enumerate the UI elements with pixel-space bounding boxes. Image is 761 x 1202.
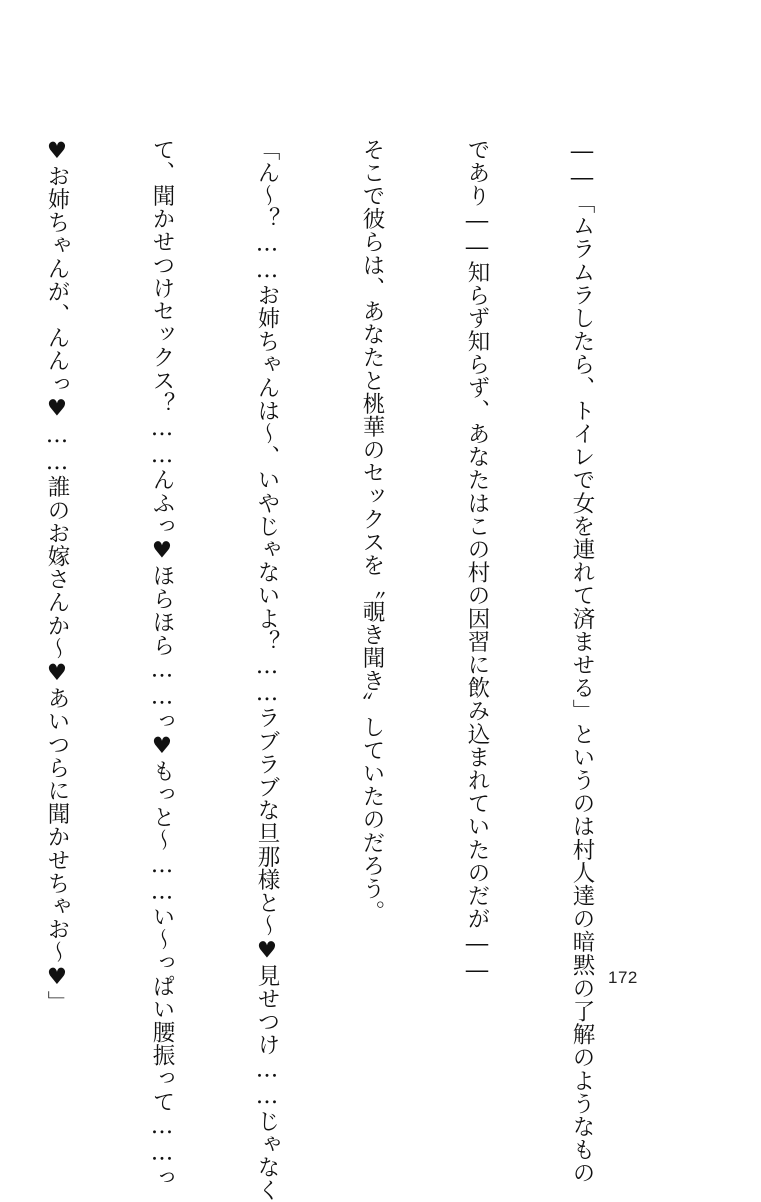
text-line: であり――知らず知らず、あなたはこの村の因習に飲み込まれていたのだが―― — [464, 138, 490, 984]
text-line: ♥お姉ちゃんが、んんっ♥……誰のお嫁さんか～♥あいつらに聞かせちゃお～♥」 — [44, 138, 70, 1014]
text-line: ――「ムラムラしたら、トイレで女を連れて済ませる」というのは村人達の暗黙の了解のようなもの — [569, 138, 595, 1185]
text-line: 「ん～？……お姉ちゃんは～、いやじゃないよ？……ラブラブな旦那様と～♥見せつけ……じゃなく — [254, 138, 280, 1202]
page-number: 172 — [608, 968, 638, 987]
text-line: そこで彼らは、あなたと桃華のセックスを〝覗き聞き〟していたのだろう。 — [359, 138, 385, 924]
text-line: て、聞かせつけセックス？……んふっ♥ほらほら……っ♥もっと～……い～っぱい腰振って……っ — [149, 138, 175, 1190]
